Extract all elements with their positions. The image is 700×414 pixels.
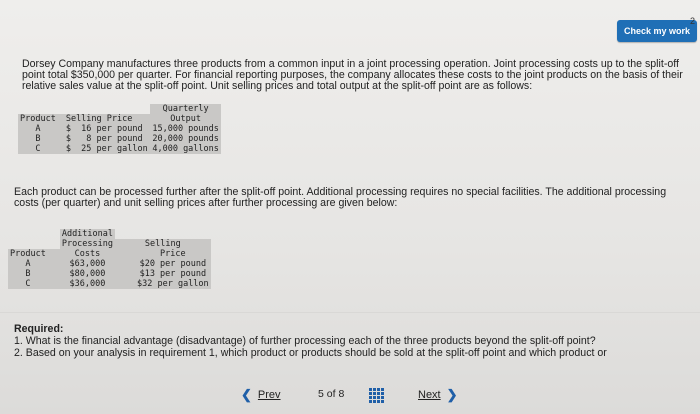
prev-label: Prev <box>257 389 281 401</box>
table-row <box>18 144 221 154</box>
output-cell: 20,000 pounds <box>152 134 219 144</box>
table-row <box>8 259 211 269</box>
price-cell: $20 per pound <box>139 259 207 269</box>
product-header: Product <box>10 249 46 259</box>
product-cell: C <box>35 144 41 154</box>
page-of: of <box>326 388 336 400</box>
cost-cell: $63,000 <box>69 259 106 269</box>
table-row <box>18 134 221 144</box>
requirement-2: 2. Based on your analysis in requirement 1, which product or products should be sold at the split-off point and which product or <box>14 347 607 359</box>
chevron-right-icon: ❯ <box>446 387 458 402</box>
product-cell: B <box>25 269 31 279</box>
output-header-line2: Output <box>170 114 201 124</box>
product-cell: A <box>35 124 41 134</box>
cost-header-line2: Processing <box>61 239 114 249</box>
output-cell: 4,000 gallons <box>152 144 219 154</box>
price-header-line1: Selling <box>115 239 211 249</box>
cost-cell: $80,000 <box>69 269 106 279</box>
section-divider <box>0 312 700 313</box>
required-section <box>14 323 698 359</box>
product-cell: C <box>25 279 31 289</box>
page-total: 8 <box>338 388 345 400</box>
next-label: Next <box>418 389 441 401</box>
prev-button[interactable] <box>241 385 281 405</box>
price-header-line2: Price <box>160 249 186 259</box>
requirement-1: 1. What is the financial advantage (disadvantage) of further processing each of the three products beyond the split-off point? <box>14 335 596 347</box>
cost-header-line1: Additional <box>61 229 114 239</box>
next-button[interactable] <box>418 385 458 405</box>
output-cell: 15,000 pounds <box>152 124 219 134</box>
further-processing-paragraph: Each product can be processed further after the split-off point. Additional processing requires no special facilities. The additional processing costs (per quarter) and unit selling prices after further processing are given below: <box>14 186 667 209</box>
chevron-left-icon: ❮ <box>241 387 252 402</box>
price-cell: $ 16 per pound <box>65 124 143 134</box>
page-current: 5 <box>318 388 324 400</box>
product-header: Product <box>20 114 56 124</box>
check-my-work-button[interactable]: Check my work <box>617 20 697 42</box>
product-cell: B <box>35 134 41 144</box>
required-heading: Required: <box>14 323 64 335</box>
intro-paragraph: Dorsey Company manufactures three products from a common input in a joint processing operation. Joint processing costs up to the split-off point total $350,000 per quarter. For financial reporting purposes, the company allocates these costs to the joint products on the basis of their relative sales value at the split-off point. Unit selling prices and total output at the split-off point are as follows: <box>22 58 683 92</box>
cost-cell: $36,000 <box>69 279 106 289</box>
page-indicator <box>318 388 344 408</box>
selling-price-header: Selling Price <box>65 114 133 124</box>
split-off-table <box>18 104 221 154</box>
table-row <box>18 124 221 134</box>
price-cell: $ 25 per gallon <box>65 144 148 154</box>
table-row <box>8 279 211 289</box>
table-row <box>8 269 211 279</box>
further-processing-table <box>8 229 211 289</box>
cost-header-line3: Costs <box>74 249 101 259</box>
price-cell: $13 per pound <box>139 269 207 279</box>
price-cell: $32 per gallon <box>137 279 209 289</box>
question-number-badge: 2 <box>690 16 696 26</box>
question-grid-icon[interactable] <box>369 388 384 403</box>
output-header-line1: Quarterly <box>150 104 221 114</box>
price-cell: $ 8 per pound <box>65 134 143 144</box>
product-cell: A <box>25 259 31 269</box>
